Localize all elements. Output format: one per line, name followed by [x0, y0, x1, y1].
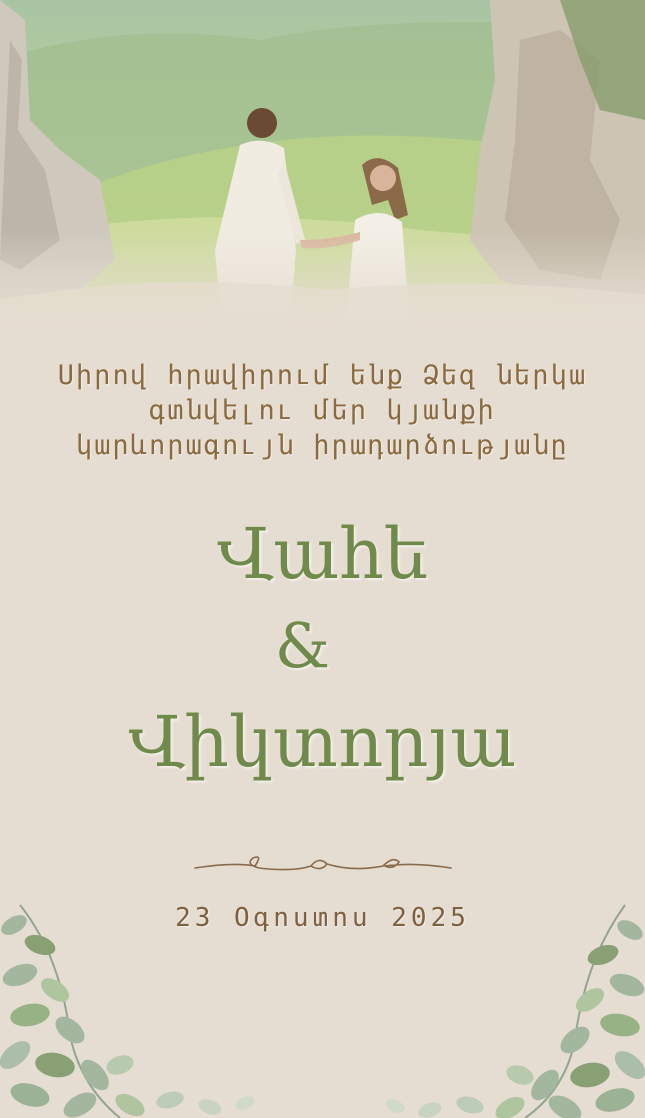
- invitation-line-1: Սիրով հրավիրում ենք Ձեզ ներկա: [57, 360, 588, 391]
- groom-name: Վահե: [217, 513, 428, 595]
- eucalyptus-leaves-left: [0, 895, 270, 1118]
- event-date: 23 Օգոստոս 2025: [175, 903, 470, 933]
- couple-names: [0, 508, 645, 792]
- ampersand: &: [274, 609, 331, 682]
- photo-fade: [0, 230, 645, 345]
- invitation-line-2: գտնվելու մեր կյանքի: [149, 395, 496, 426]
- bride-name: Վիկտորյա: [128, 701, 517, 783]
- invitation-text: [20, 358, 625, 463]
- invitation-line-3: կարևորագույն իրադարձությանը: [76, 430, 569, 461]
- eucalyptus-leaves-right: [375, 900, 645, 1118]
- ornament-divider: [193, 852, 453, 882]
- couple-photo: [0, 0, 645, 345]
